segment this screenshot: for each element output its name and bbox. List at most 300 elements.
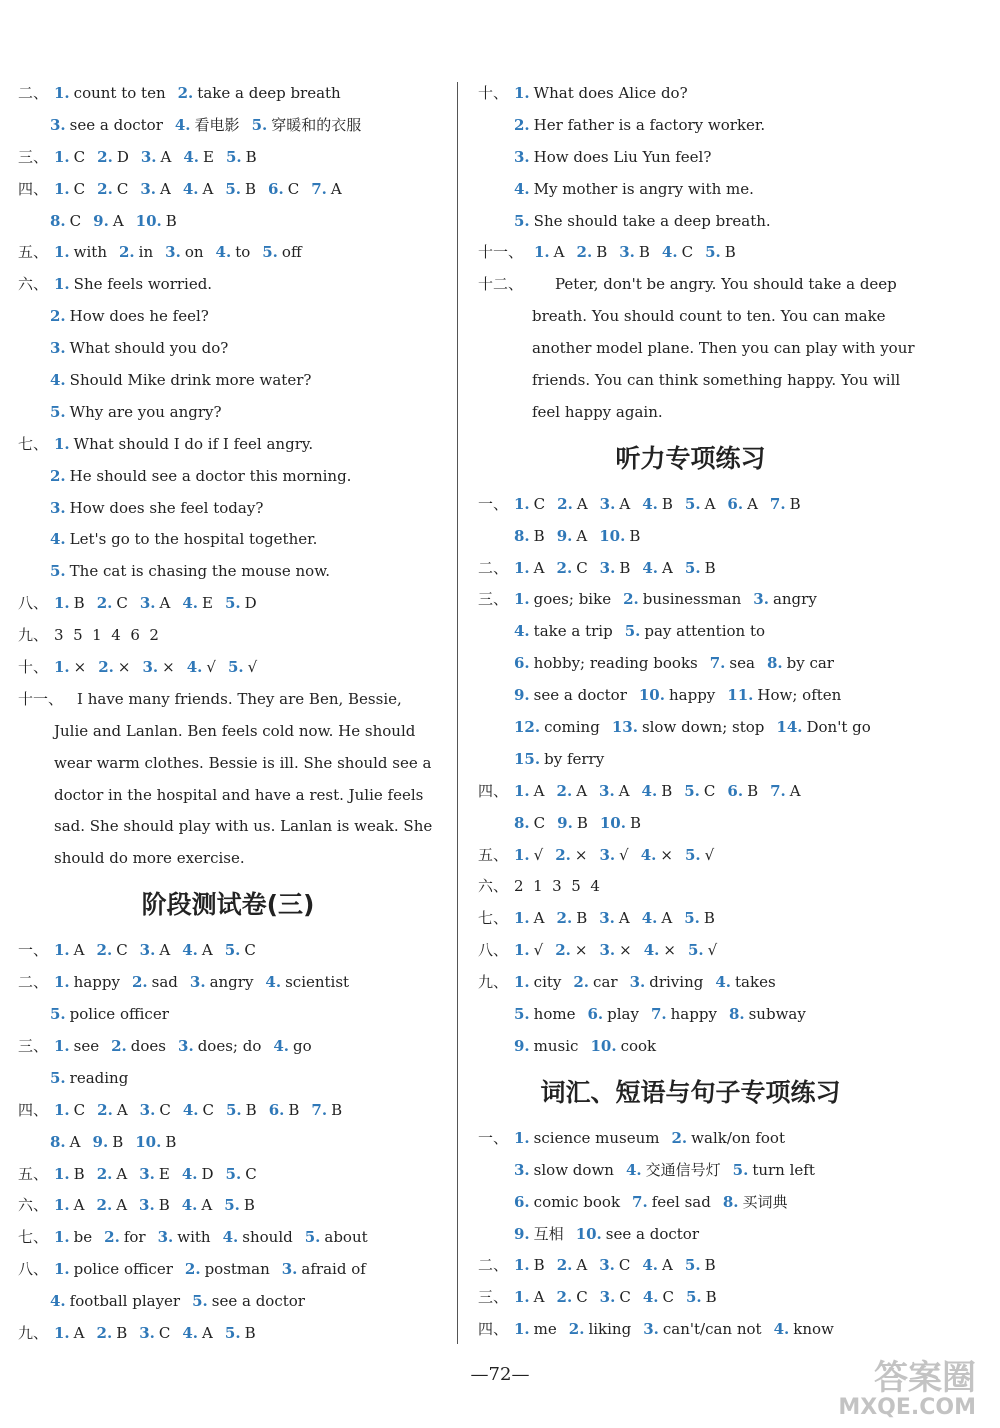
item-answer: A <box>576 1256 588 1275</box>
item-number: 7. <box>709 654 726 673</box>
answer-item <box>514 84 688 102</box>
column-divider <box>457 82 458 1344</box>
answer-item <box>97 1165 128 1183</box>
item-number: 2. <box>96 941 113 960</box>
answer-row <box>478 1187 903 1219</box>
item-answer: with <box>177 1228 211 1247</box>
item-answer: B <box>245 1100 257 1119</box>
item-number: 6. <box>727 781 744 800</box>
answer-item <box>225 941 256 959</box>
item-number: 4. <box>625 1160 642 1179</box>
item-answer: by car <box>786 654 834 673</box>
item-number: 2. <box>556 558 573 577</box>
item-number: 10. <box>575 1224 602 1243</box>
item-number: 4. <box>222 1228 239 1247</box>
item-number: 9. <box>93 211 109 230</box>
answers-block-5 <box>478 1123 903 1346</box>
answer-row <box>18 142 438 174</box>
item-number: 2. <box>98 658 114 677</box>
item-answer: home <box>533 1005 576 1024</box>
answers-block-1 <box>18 78 438 684</box>
passage-11 <box>18 684 438 875</box>
item-number: 2. <box>556 781 573 800</box>
item-number: 1. <box>54 147 70 166</box>
item-answer: C <box>158 1323 171 1342</box>
item-number: 9. <box>556 526 573 545</box>
item-number: 10. <box>135 211 162 230</box>
answer-row <box>478 489 903 521</box>
item-answer: B <box>661 494 673 513</box>
answer-row <box>18 524 438 556</box>
answer-item <box>729 1005 806 1023</box>
answer-row <box>478 78 903 110</box>
item-answer: A <box>747 494 758 513</box>
answer-row <box>18 588 438 620</box>
item-answer: D <box>201 1164 214 1183</box>
answer-row <box>478 840 903 872</box>
answer-item <box>54 1324 85 1342</box>
answer-item <box>600 559 631 577</box>
item-answer: B <box>703 909 715 928</box>
item-number: 6. <box>587 1005 604 1024</box>
item-number: 5. <box>226 147 242 166</box>
item-number: 3. <box>140 179 156 198</box>
item-answer: happy <box>670 1005 717 1024</box>
item-answer: feel sad <box>651 1192 711 1211</box>
item-number: 2. <box>555 941 571 960</box>
answer-item <box>514 212 771 230</box>
item-number: 1. <box>54 179 70 198</box>
answer-item <box>557 527 588 545</box>
answer-row <box>18 1190 438 1222</box>
answer-item <box>573 973 617 991</box>
answer-item <box>269 1101 300 1119</box>
answer-item <box>182 1196 213 1214</box>
item-number: 15. <box>514 749 541 768</box>
answer-item <box>50 307 209 325</box>
answer-item <box>770 495 801 513</box>
item-answer: He should see a doctor this morning. <box>69 466 352 485</box>
item-answer: happy <box>73 973 120 992</box>
answer-item <box>612 718 765 736</box>
item-number: 10. <box>135 1132 162 1151</box>
item-number: 3. <box>139 941 156 960</box>
answer-item <box>557 1288 588 1306</box>
answer-item <box>54 1101 85 1119</box>
answer-item <box>599 782 630 800</box>
item-number: 2. <box>104 1228 120 1247</box>
answer-item <box>600 814 641 832</box>
item-number: 2. <box>568 1320 585 1339</box>
answer-item <box>311 1101 342 1119</box>
item-number: 5. <box>685 1288 702 1307</box>
item-number: 1. <box>54 1100 70 1119</box>
answer-row <box>478 110 903 142</box>
item-number: 1. <box>54 941 70 960</box>
item-number: 1. <box>514 781 530 800</box>
answer-item <box>776 718 870 736</box>
answer-item <box>599 527 640 545</box>
item-answer: Her father is a factory worker. <box>533 115 766 134</box>
item-number: 4. <box>273 1036 290 1055</box>
item-answer: B <box>704 558 716 577</box>
passage-12 <box>478 269 915 428</box>
answer-item <box>555 941 587 959</box>
answer-item <box>651 1005 717 1023</box>
section-label: 五、 <box>478 845 509 864</box>
item-answer: liking <box>588 1320 632 1339</box>
item-number: 1. <box>514 1128 530 1147</box>
item-answer: B <box>244 1323 256 1342</box>
item-answer: A <box>533 1288 545 1307</box>
item-number: 2. <box>131 973 148 992</box>
section-label: 八、 <box>478 941 509 960</box>
section-label: 九、 <box>18 1323 49 1342</box>
item-answer: How does she feel today? <box>69 498 264 517</box>
item-number: 2. <box>573 973 590 992</box>
item-number: 4. <box>641 909 658 928</box>
item-number: 3. <box>599 1288 616 1307</box>
item-number: 1. <box>54 1323 70 1342</box>
item-number: 3. <box>165 243 181 262</box>
answer-row <box>18 967 438 999</box>
answer-item <box>50 116 163 134</box>
item-answer: see a doctor <box>533 686 627 705</box>
item-answer: A <box>618 781 630 800</box>
item-answer: A <box>73 1323 85 1342</box>
answer-row <box>18 1063 438 1095</box>
item-answer: Don't go <box>806 718 871 737</box>
item-number: 4. <box>642 1288 659 1307</box>
item-answer: What does Alice do? <box>533 84 688 102</box>
item-answer: × <box>73 658 87 677</box>
answer-item <box>187 658 216 676</box>
item-number: 1. <box>54 1228 70 1247</box>
answer-item <box>626 1161 721 1179</box>
answer-item <box>54 84 166 102</box>
item-answer: A <box>661 909 673 928</box>
item-number: 8. <box>766 654 783 673</box>
answer-item <box>54 275 212 293</box>
answer-item <box>224 1196 255 1214</box>
answer-item <box>190 973 254 991</box>
item-answer: √ <box>619 845 629 864</box>
answer-item <box>268 180 299 198</box>
answer-item <box>514 1288 545 1306</box>
item-number: 4. <box>183 147 200 166</box>
item-answer: √ <box>704 845 715 864</box>
passage-line: breath. You should count to ten. You can make <box>532 307 886 326</box>
answer-item <box>672 1129 786 1147</box>
item-answer: 交通信号灯 <box>645 1160 721 1179</box>
answer-item <box>178 1037 261 1055</box>
answer-item <box>54 148 85 166</box>
item-answer: sad <box>151 973 178 992</box>
item-number: 4. <box>174 115 191 134</box>
item-number: 4. <box>182 179 199 198</box>
item-answer: A <box>112 211 124 230</box>
item-answer: C <box>662 1288 674 1307</box>
item-number: 8. <box>50 1132 66 1151</box>
answer-item <box>223 1228 293 1246</box>
answer-row <box>18 461 438 493</box>
item-answer: How does Liu Yun feel? <box>533 147 712 166</box>
item-number: 5. <box>192 1292 208 1311</box>
answer-item <box>50 403 222 421</box>
item-number: 5. <box>304 1228 321 1247</box>
answer-item <box>727 686 841 704</box>
answer-item <box>685 559 716 577</box>
item-answer: A <box>618 909 630 928</box>
item-answer: know <box>793 1320 834 1339</box>
item-number: 5. <box>732 1160 749 1179</box>
item-answer: see a doctor <box>605 1224 699 1243</box>
passage-line: wear warm clothes. Bessie is ill. She should see a <box>54 753 432 772</box>
answer-item <box>97 148 129 166</box>
item-answer: off <box>281 243 302 262</box>
answer-item <box>710 654 755 672</box>
item-number: 4. <box>265 973 282 992</box>
answer-row <box>478 999 903 1031</box>
page-number: —72— <box>470 1364 530 1385</box>
answer-row <box>478 871 903 903</box>
item-number: 5. <box>684 845 701 864</box>
section-heading-listening: 听力专项练习 <box>615 443 766 473</box>
item-answer: × <box>619 941 632 960</box>
item-number: 6. <box>514 654 530 673</box>
answer-row <box>478 648 903 680</box>
item-number: 2. <box>555 845 571 864</box>
answer-row <box>478 237 903 269</box>
item-number: 2. <box>671 1128 688 1147</box>
answer-row <box>18 78 438 110</box>
answer-item <box>182 594 213 612</box>
item-number: 5. <box>684 909 700 928</box>
item-answer: B <box>629 526 641 545</box>
section-label: 六、 <box>18 275 49 294</box>
answer-item <box>557 909 588 927</box>
watermark-text-bottom: MXQE.COM <box>838 1395 976 1420</box>
answer-item <box>514 1129 660 1147</box>
answer-item <box>557 814 588 832</box>
item-answer: take a trip <box>533 622 613 641</box>
answer-item <box>514 559 545 577</box>
answer-item <box>97 1324 128 1342</box>
item-number: 7. <box>650 1005 667 1024</box>
answer-row <box>18 556 438 588</box>
answer-item <box>50 1292 180 1310</box>
section-label: 一、 <box>478 494 509 513</box>
answer-item <box>576 1225 699 1243</box>
section-label: 四、 <box>18 1100 49 1119</box>
item-answer: 买词典 <box>742 1192 788 1211</box>
item-answer: take a deep breath <box>197 84 341 102</box>
answer-row <box>18 333 438 365</box>
item-number: 6. <box>268 179 284 198</box>
passage-line: friends. You can think something happy. You will <box>532 371 901 390</box>
item-answer: B <box>533 526 545 545</box>
answer-item <box>642 782 673 800</box>
item-number: 9. <box>514 1224 530 1243</box>
answer-row <box>18 1159 438 1191</box>
item-number: 6. <box>727 494 744 513</box>
answer-item <box>228 658 257 676</box>
item-number: 10. <box>599 526 626 545</box>
answer-item <box>50 212 81 230</box>
answer-item <box>262 243 301 261</box>
answer-row <box>478 776 903 808</box>
item-number: 3. <box>50 339 66 358</box>
answer-item <box>685 846 714 864</box>
item-number: 1. <box>54 1196 70 1215</box>
item-answer: A <box>159 179 171 198</box>
answer-item <box>182 1324 213 1342</box>
answer-item <box>265 973 349 991</box>
item-number: 11. <box>727 686 754 705</box>
answer-item <box>662 243 693 261</box>
answer-item <box>514 495 545 513</box>
answer-item <box>226 148 257 166</box>
item-answer: slow down; stop <box>641 718 765 737</box>
section-label: 二、 <box>478 558 509 577</box>
answers-block-4 <box>478 489 903 1063</box>
item-answer: B <box>73 1164 85 1183</box>
answer-item <box>684 782 715 800</box>
answer-item <box>54 180 85 198</box>
item-number: 3. <box>139 1100 156 1119</box>
item-answer: What should you do? <box>69 339 229 358</box>
answer-row <box>478 1250 903 1282</box>
item-number: 4. <box>182 594 199 613</box>
item-answer: Should Mike drink more water? <box>69 371 312 390</box>
item-answer: music <box>533 1036 579 1055</box>
item-number: 2. <box>50 466 66 485</box>
item-answer: E <box>203 147 214 166</box>
item-number: 4. <box>181 1196 198 1215</box>
item-answer: A <box>553 243 565 262</box>
answer-item <box>514 1320 557 1338</box>
item-number: 7. <box>311 179 327 198</box>
item-number: 8. <box>514 813 530 832</box>
item-answer: sea <box>729 654 755 673</box>
section-label: 二、 <box>478 1256 509 1275</box>
answer-item <box>514 941 543 959</box>
item-answer: A <box>159 594 171 613</box>
item-number: 2. <box>96 1323 113 1342</box>
item-number: 9. <box>92 1132 109 1151</box>
answer-item <box>225 594 257 612</box>
answer-row <box>18 1222 438 1254</box>
item-number: 5. <box>684 1256 701 1275</box>
item-answer: football player <box>69 1292 181 1311</box>
item-answer: How; often <box>757 686 842 705</box>
passage-line: another model plane. Then you can play with your <box>532 339 915 358</box>
item-number: 5. <box>227 658 244 677</box>
answer-item <box>688 941 717 959</box>
item-answer: A <box>73 1196 85 1215</box>
section-label: 四、 <box>478 781 509 800</box>
item-answer: cook <box>620 1036 657 1055</box>
item-answer: A <box>533 909 545 928</box>
answer-row <box>18 493 438 525</box>
passage-line: sad. She should play with us. Lanlan is weak. She <box>54 817 433 836</box>
answer-item <box>590 1037 656 1055</box>
passage-line: Julie and Lanlan. Ben feels cold now. He should <box>54 721 416 740</box>
answer-item <box>619 243 650 261</box>
item-answer: × <box>663 941 676 960</box>
item-number: 4. <box>182 1100 199 1119</box>
item-answer: C <box>618 1256 631 1275</box>
answer-item <box>97 180 128 198</box>
section-label: 七、 <box>18 1228 49 1247</box>
section-label: 二、 <box>18 84 49 102</box>
item-answer: angry <box>209 973 254 992</box>
answer-item <box>93 1133 124 1151</box>
item-answer: D <box>244 594 257 613</box>
item-answer: A <box>69 1132 81 1151</box>
item-number: 3. <box>599 941 616 960</box>
answer-item <box>639 686 715 704</box>
item-answer: postman <box>204 1260 270 1279</box>
item-number: 1. <box>54 973 70 992</box>
item-answer: C <box>703 781 716 800</box>
section-label: 八、 <box>18 594 49 613</box>
answer-item <box>273 1037 311 1055</box>
answer-item <box>514 973 561 991</box>
item-answer: B <box>705 1288 717 1307</box>
answer-item <box>599 846 628 864</box>
answer-item <box>770 782 801 800</box>
item-number: 1. <box>514 1256 530 1275</box>
answer-row <box>478 1123 903 1155</box>
answer-item <box>643 1288 674 1306</box>
item-answer: C <box>244 941 256 960</box>
watermark-logo <box>838 1350 976 1420</box>
answer-item <box>225 180 256 198</box>
answer-item <box>183 180 214 198</box>
item-number: 1. <box>514 84 530 102</box>
answer-row <box>18 620 438 652</box>
item-answer: coming <box>544 718 600 737</box>
item-number: 2. <box>97 147 113 166</box>
item-answer: businessman <box>642 590 742 609</box>
answer-item <box>165 243 203 261</box>
item-number: 4. <box>715 973 732 992</box>
item-answer: C <box>287 179 300 198</box>
answer-item <box>54 435 313 453</box>
item-answer: 互相 <box>533 1224 564 1243</box>
item-number: 6. <box>268 1100 285 1119</box>
answer-item <box>104 1228 145 1246</box>
item-answer: B <box>73 594 85 613</box>
item-number: 7. <box>770 781 786 800</box>
answer-item <box>311 180 342 198</box>
answer-item <box>111 1037 166 1055</box>
item-number: 1. <box>514 909 530 928</box>
item-number: 2. <box>97 1100 113 1119</box>
item-answer: B <box>629 813 641 832</box>
answer-item <box>305 1228 368 1246</box>
item-number: 4. <box>186 658 203 677</box>
answer-item <box>50 530 317 548</box>
item-answer: C <box>73 179 86 198</box>
answer-row <box>18 935 438 967</box>
answer-item <box>514 750 604 768</box>
item-answer: How does he feel? <box>69 307 209 326</box>
item-number: 5. <box>225 594 241 613</box>
item-answer: A <box>789 781 801 800</box>
answer-item <box>623 590 741 608</box>
